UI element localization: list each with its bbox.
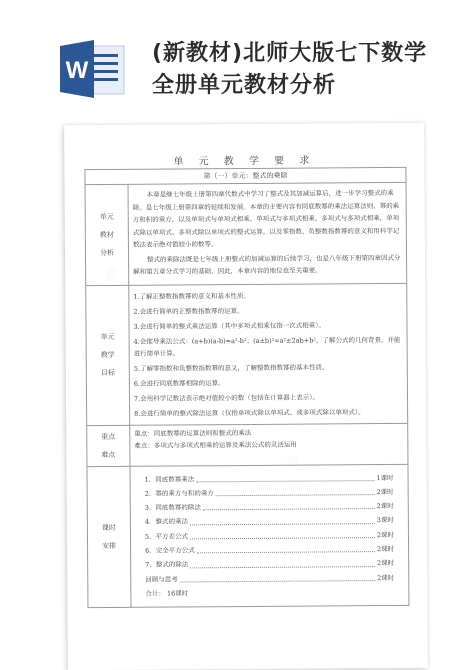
goals-label: 单元 教学 目标 [86, 285, 130, 425]
goal-item: 2.会进行简单的正整数指数幂的运算。 [133, 306, 244, 316]
watermark: ◎ [102, 262, 121, 283]
difficult-point: 难点：多项式与多项式相乘的运算及乘法公式的灵活运用 [134, 440, 297, 450]
goal-item: 1.了解正整数指数幂的意义和基本性质。 [133, 291, 251, 301]
goal-item: 8.会进行简单的整式除法运算（仅指单项式除以单项式、或多项式除以单项式）。 [134, 407, 365, 418]
document-page [64, 123, 428, 670]
schedule-item: 回顾与思考 2课时 [145, 571, 394, 587]
unit-title: 第（一）单元：整式的乘除 [85, 167, 406, 184]
key-row [87, 423, 408, 466]
document-title: 单 元 教 学 要 求 [173, 155, 316, 168]
analysis-paragraph: 本章是继七年级上册第四章代数式中学习了整式及其加减运算后，进一步学习整式的乘除。是七年级上册第四章的延续和发展。本章的主要内容有同底数幂的乘法运算法则、幂的乘方和积的乘方，以及单项式与单项式相乘、单项式与多项式相乘、多项式与多项式相乘，单项式除以单项式、多项式除以单项式的整式运算，以及零指数、负整数指数幂的意义和用科学记数法表示绝对值较小的数等。 [132, 188, 400, 249]
goals-content [129, 283, 408, 425]
schedule-row [87, 464, 409, 608]
goal-item: 5.了解零指数和负整数指数幂的意义，了解整数指数幂的基本性质。 [133, 362, 329, 373]
goal-item: 6.会进行同底数幂相除的运算。 [133, 378, 225, 388]
goal-item: 3.会进行简单的整式乘法运算（其中多项式相乘仅指一次式相乘）。 [133, 320, 325, 331]
watermark: ◎ [283, 451, 302, 472]
schedule-total: 合计： 16课时 [145, 589, 189, 598]
key-point: 重点：同底数幂的运算法则和整式的乘法 [134, 428, 252, 438]
schedule-label: 课时 安排 [87, 466, 131, 608]
schedule-item: 2．幂的乘方与积的乘方 2课时 [145, 485, 394, 501]
schedule-item: 1．同底数幂乘法 1课时 [145, 470, 394, 486]
page-title-line2: 全册单元教材分析 [152, 73, 337, 98]
schedule-content [130, 464, 409, 608]
word-document-icon [60, 40, 126, 98]
schedule-item: 3．同底数幂的除法 2课时 [145, 499, 394, 515]
schedule-item: 6．完全平方公式 2课时 [145, 542, 394, 558]
header [0, 0, 474, 112]
schedule-item: 4．整式的乘法 3课时 [145, 513, 394, 529]
key-label: 重点 难点 [87, 425, 130, 466]
goals-row [86, 283, 408, 425]
schedule-item: 5．平方差公式 2课时 [145, 528, 394, 544]
title-block [152, 38, 427, 102]
analysis-paragraph: 整式的乘除法既是七年级上册整式的加减运算的后续学习，也是八年级下册第四章因式分解和第五章分式学习的基础，因此，本章内容的地位也至关重要。 [133, 253, 401, 276]
key-content [130, 423, 408, 466]
requirements-table [84, 167, 409, 608]
analysis-content [128, 182, 407, 284]
analysis-row [85, 182, 407, 285]
logo-letter: W [65, 57, 89, 84]
analysis-label: 单元 教材 分析 [85, 184, 129, 285]
schedule-item: 7．整式的除法 2课时 [145, 556, 394, 572]
goal-item: 7.会用科学记数法表示绝对值较小的数（包括在计算器上表示）。 [133, 392, 319, 403]
goal-item: 4.会推导乘法公式：(a+b)(a-b)=a²-b²；(a±b)²=a²±2ab+b²，了解公式的几何背景，并能进行简单计算。 [133, 335, 401, 358]
page-title-line1: (新教材)北师大版七下数学 [152, 41, 428, 66]
